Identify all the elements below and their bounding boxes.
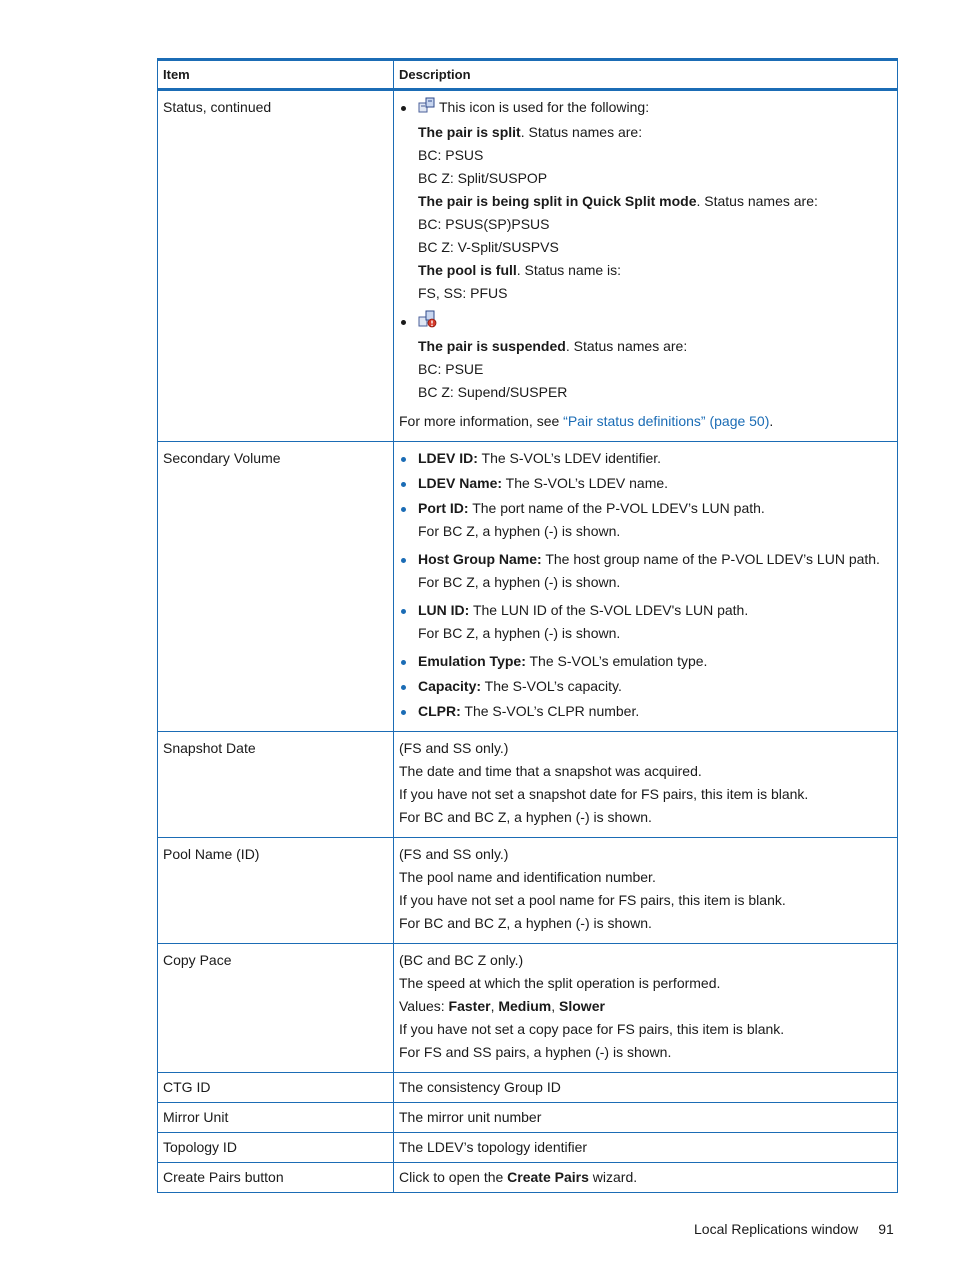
row-item-secondary-volume: Secondary Volume	[158, 442, 394, 732]
list-item	[399, 96, 893, 305]
page-footer	[694, 1221, 894, 1237]
row-desc-secondary-volume	[394, 442, 898, 732]
table-header-row	[158, 60, 898, 90]
list-item: LUN ID: The LUN ID of the S-VOL LDEV's LUN path. For BC Z, a hyphen (-) is shown.	[399, 599, 893, 645]
table-row	[158, 1103, 898, 1133]
row-desc-copy-pace: (BC and BC Z only.) The speed at which the split operation is performed. Values: Faster, Medium, Slower If you have not set a copy pace for FS pairs, this item is blank. For FS and SS pairs, a hyphen (-) is shown.	[394, 944, 898, 1073]
row-desc-status	[394, 90, 898, 442]
status-icon-list	[399, 96, 893, 404]
table-row	[158, 944, 898, 1073]
table-row	[158, 90, 898, 442]
footer-section-title: Local Replications window	[694, 1221, 859, 1237]
table-row	[158, 1163, 898, 1193]
pair-suspended-icon	[418, 310, 438, 335]
row-item-ctg-id: CTG ID	[158, 1073, 394, 1103]
pair-status-definitions-link[interactable]: “Pair status definitions” (page 50)	[563, 413, 770, 429]
table-row	[158, 1073, 898, 1103]
status-name: BC: PSUS(SP)PSUS	[418, 216, 550, 232]
header-item: Item	[158, 60, 394, 90]
status-name: BC: PSUE	[418, 361, 484, 377]
row-item-pool-name: Pool Name (ID)	[158, 838, 394, 944]
table-row	[158, 732, 898, 838]
status-pool-full-line: The pool is full. Status name is:	[418, 262, 622, 278]
page-number: 91	[878, 1221, 894, 1237]
list-item: CLPR: The S-VOL’s CLPR number.	[399, 700, 893, 723]
status-name: BC: PSUS	[418, 147, 484, 163]
row-item-topology-id: Topology ID	[158, 1133, 394, 1163]
row-item-status: Status, continued	[158, 90, 394, 442]
row-desc-mirror-unit: The mirror unit number	[394, 1103, 898, 1133]
row-item-mirror-unit: Mirror Unit	[158, 1103, 394, 1133]
copy-pace-values: Values: Faster, Medium, Slower	[399, 998, 605, 1014]
secondary-volume-list	[399, 447, 893, 723]
status-name: BC Z: Split/SUSPOP	[418, 170, 548, 186]
list-item	[399, 310, 893, 404]
status-icon1-text: This icon is used for the following:	[439, 99, 650, 115]
status-name: BC Z: Supend/SUSPER	[418, 384, 568, 400]
list-item: Host Group Name: The host group name of the P-VOL LDEV’s LUN path. For BC Z, a hyphen (-) is shown.	[399, 548, 893, 594]
row-desc-snapshot-date: (FS and SS only.) The date and time that a snapshot was acquired. If you have not set a snapshot date for FS pairs, this item is blank. For BC and BC Z, a hyphen (-) is shown.	[394, 732, 898, 838]
list-item: Port ID: The port name of the P-VOL LDEV’s LUN path. For BC Z, a hyphen (-) is shown.	[399, 497, 893, 543]
field-description-table	[157, 58, 898, 1193]
row-item-copy-pace: Copy Pace	[158, 944, 394, 1073]
row-desc-pool-name: (FS and SS only.) The pool name and identification number. If you have not set a pool name for FS pairs, this item is blank. For BC and BC Z, a hyphen (-) is shown.	[394, 838, 898, 944]
row-desc-create-pairs: Click to open the Create Pairs wizard.	[394, 1163, 898, 1193]
row-item-snapshot-date: Snapshot Date	[158, 732, 394, 838]
status-more-info: For more information, see “Pair status definitions” (page 50).	[399, 413, 774, 429]
list-item: LDEV Name: The S-VOL’s LDEV name.	[399, 472, 893, 495]
table-row	[158, 838, 898, 944]
header-description: Description	[394, 60, 898, 90]
row-desc-ctg-id: The consistency Group ID	[394, 1073, 898, 1103]
row-desc-topology-id: The LDEV’s topology identifier	[394, 1133, 898, 1163]
row-item-create-pairs: Create Pairs button	[158, 1163, 394, 1193]
status-name: BC Z: V-Split/SUSPVS	[418, 239, 559, 255]
table-row	[158, 1133, 898, 1163]
status-name: FS, SS: PFUS	[418, 285, 508, 301]
list-item: Emulation Type: The S-VOL’s emulation type.	[399, 650, 893, 673]
list-item: LDEV ID: The S-VOL’s LDEV identifier.	[399, 447, 893, 470]
pair-split-icon	[418, 97, 436, 121]
list-item: Capacity: The S-VOL’s capacity.	[399, 675, 893, 698]
status-quick-split-line: The pair is being split in Quick Split mode. Status names are:	[418, 193, 818, 209]
table-row	[158, 442, 898, 732]
status-split-line: The pair is split. Status names are:	[418, 124, 643, 140]
status-suspended-line: The pair is suspended. Status names are:	[418, 338, 688, 354]
